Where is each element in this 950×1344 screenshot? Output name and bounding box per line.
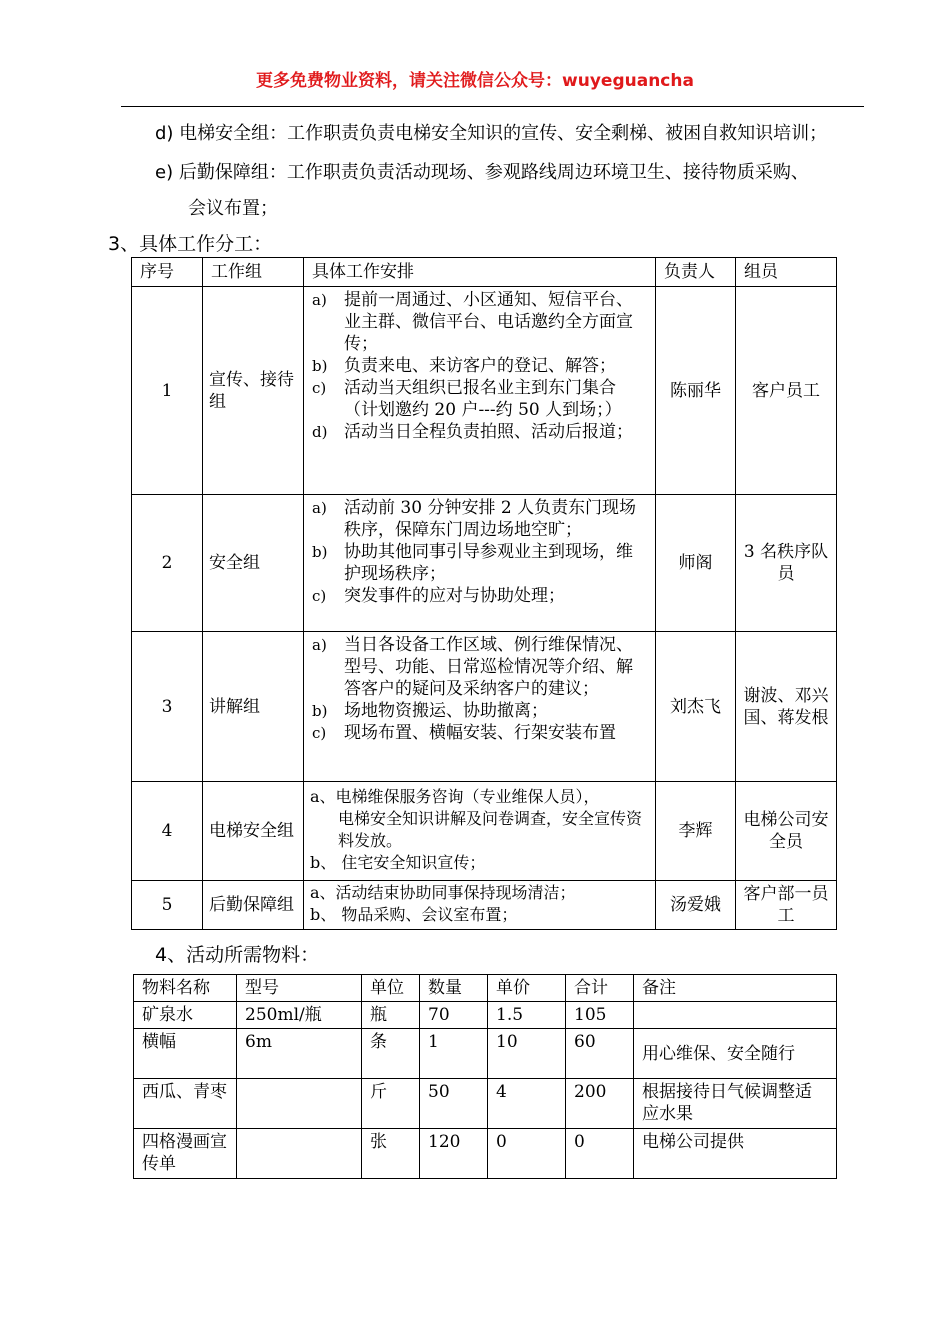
item-total: 0	[566, 1129, 634, 1179]
header-cell: 具体工作安排	[304, 258, 656, 287]
group-name: 宣传、接待组	[203, 287, 304, 495]
item-model: 6m	[237, 1029, 362, 1079]
table-row	[134, 1002, 837, 1029]
item-name: 四格漫画宣传单	[134, 1129, 237, 1179]
row-number: 2	[132, 495, 203, 632]
intro-d-line: d) 电梯安全组：工作职责负责电梯安全知识的宣传、安全剩梯、被困自救知识培训；	[155, 123, 828, 144]
task-cell	[304, 881, 656, 930]
intro-e-line-2: 会议布置；	[188, 198, 278, 219]
header-cell: 组员	[736, 258, 837, 287]
task-item: b、 物品采购、会议室布置；	[310, 905, 518, 924]
row-number: 5	[132, 881, 203, 930]
task-item: a、活动结束协助同事保持现场清洁；	[310, 883, 576, 902]
item-note: 根据接待日气候调整适应水果	[634, 1079, 837, 1129]
item-note	[634, 1002, 837, 1029]
header-cell: 工作组	[203, 258, 304, 287]
table-row	[134, 1029, 837, 1079]
item-name: 矿泉水	[134, 1002, 237, 1029]
table-header-row	[132, 258, 837, 287]
header-divider	[121, 106, 864, 107]
members-cell: 客户员工	[736, 287, 837, 495]
work-assignment-table	[131, 257, 837, 930]
members-cell: 电梯公司安全员	[736, 782, 837, 881]
item-total: 200	[566, 1079, 634, 1129]
item-qty: 120	[420, 1129, 488, 1179]
section-4-title: 4、活动所需物料：	[155, 944, 320, 966]
header-cell: 单价	[488, 975, 566, 1002]
task-cell	[304, 782, 656, 881]
item-qty: 50	[420, 1079, 488, 1129]
group-name: 安全组	[203, 495, 304, 632]
item-model: 250ml/瓶	[237, 1002, 362, 1029]
item-price: 0	[488, 1129, 566, 1179]
task-item: a、电梯维保服务咨询（专业维保人员）， 电梯安全知识讲解及问卷调查，安全宣传资料发放。	[310, 787, 643, 850]
row-number: 1	[132, 287, 203, 495]
members-cell: 客户部一员工	[736, 881, 837, 930]
item-price: 4	[488, 1079, 566, 1129]
owner-cell: 汤爱娥	[656, 881, 736, 930]
task-item: a) 当日各设备工作区域、例行维保情况、型号、功能、日常巡检情况等介绍、解答客户的疑问及采纳客户的建议；	[312, 635, 633, 699]
item-qty: 1	[420, 1029, 488, 1079]
row-number: 3	[132, 632, 203, 782]
row-number: 4	[132, 782, 203, 881]
task-item: b) 负责来电、来访客户的登记、解答；	[312, 356, 616, 376]
table-row	[132, 495, 837, 632]
task-item: b、 住宅安全知识宣传；	[310, 853, 486, 872]
group-name: 电梯安全组	[203, 782, 304, 881]
task-item: c) 活动当天组织已报名业主到东门集合（计划邀约 20 户---约 50 人到场；）	[312, 378, 622, 420]
item-note: 电梯公司提供	[634, 1129, 837, 1179]
item-name: 西瓜、青枣	[134, 1079, 237, 1129]
table-row	[132, 881, 837, 930]
item-total: 60	[566, 1029, 634, 1079]
materials-table	[133, 974, 837, 1179]
item-unit: 斤	[362, 1079, 420, 1129]
item-unit: 瓶	[362, 1002, 420, 1029]
table-row	[132, 782, 837, 881]
promo-header: 更多免费物业资料，请关注微信公众号：wuyeguancha	[256, 71, 694, 91]
item-qty: 70	[420, 1002, 488, 1029]
header-cell: 序号	[132, 258, 203, 287]
table-row	[132, 632, 837, 782]
owner-cell: 李辉	[656, 782, 736, 881]
task-item: b) 协助其他同事引导参观业主到现场，维护现场秩序；	[312, 542, 633, 584]
header-cell: 负责人	[656, 258, 736, 287]
item-price: 10	[488, 1029, 566, 1079]
task-item: a) 活动前 30 分钟安排 2 人负责东门现场秩序，保障东门周边场地空旷；	[312, 498, 637, 540]
task-cell	[304, 632, 656, 782]
header-cell: 数量	[420, 975, 488, 1002]
task-item: a) 提前一周通过、小区通知、短信平台、业主群、微信平台、电话邀约全方面宣传；	[312, 290, 633, 354]
task-item: d) 活动当日全程负责拍照、活动后报道；	[312, 422, 633, 442]
item-price: 1.5	[488, 1002, 566, 1029]
group-name: 后勤保障组	[203, 881, 304, 930]
item-total: 105	[566, 1002, 634, 1029]
header-cell: 单位	[362, 975, 420, 1002]
item-unit: 条	[362, 1029, 420, 1079]
item-unit: 张	[362, 1129, 420, 1179]
members-cell: 3 名秩序队员	[736, 495, 837, 632]
section-3-title: 3、具体工作分工：	[108, 233, 273, 255]
table-row	[132, 287, 837, 495]
header-cell: 备注	[634, 975, 837, 1002]
item-model	[237, 1129, 362, 1179]
owner-cell: 师阁	[656, 495, 736, 632]
header-cell: 型号	[237, 975, 362, 1002]
intro-e-line-1: e) 后勤保障组：工作职责负责活动现场、参观路线周边环境卫生、接待物质采购、	[155, 162, 809, 183]
task-item: c) 突发事件的应对与协助处理；	[312, 586, 565, 606]
item-model	[237, 1079, 362, 1129]
owner-cell: 陈丽华	[656, 287, 736, 495]
task-item: b) 场地物资搬运、协助撤离；	[312, 701, 548, 721]
task-cell	[304, 495, 656, 632]
table-row	[134, 1129, 837, 1179]
task-item: c) 现场布置、横幅安装、行架安装布置	[312, 723, 616, 743]
header-cell: 物料名称	[134, 975, 237, 1002]
members-cell: 谢波、邓兴国、蒋发根	[736, 632, 837, 782]
owner-cell: 刘杰飞	[656, 632, 736, 782]
materials-header-row	[134, 975, 837, 1002]
header-cell: 合计	[566, 975, 634, 1002]
table-row	[134, 1079, 837, 1129]
item-note: 用心维保、安全随行	[634, 1029, 837, 1079]
item-name: 横幅	[134, 1029, 237, 1079]
group-name: 讲解组	[203, 632, 304, 782]
task-cell	[304, 287, 656, 495]
